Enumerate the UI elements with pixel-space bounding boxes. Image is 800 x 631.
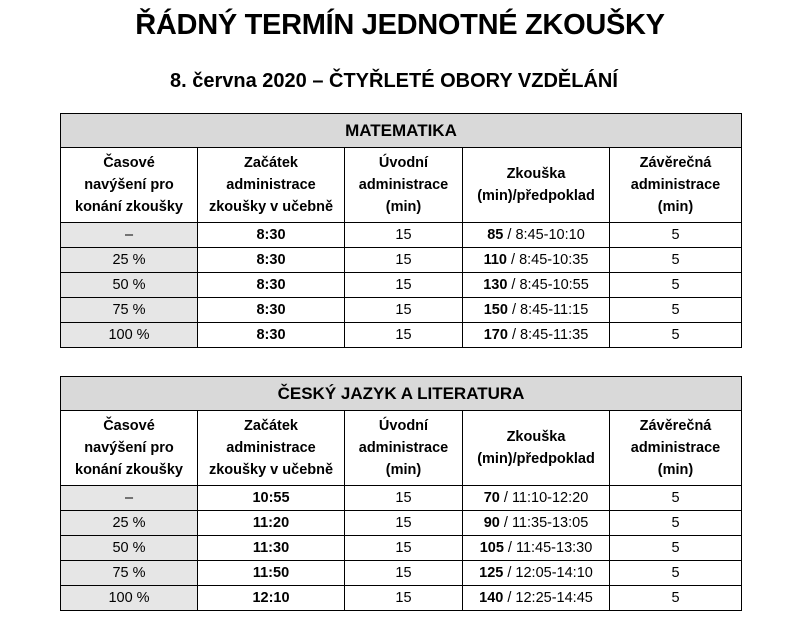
time-increase-cell: – (61, 223, 198, 248)
header-line: konání zkoušky (75, 199, 183, 215)
time-increase-cell: – (61, 486, 198, 511)
time-increase-cell: 100 % (61, 586, 198, 611)
table-row (61, 486, 742, 511)
exam-duration-cell (463, 586, 610, 611)
exam-duration-cell (463, 248, 610, 273)
admin-start-cell: 8:30 (198, 298, 345, 323)
exam-minutes: 70 (483, 490, 500, 506)
time-increase-cell: 50 % (61, 536, 198, 561)
exam-duration-cell (463, 298, 610, 323)
col-time-increase-header (61, 148, 198, 223)
time-increase-cell: 25 % (61, 248, 198, 273)
admin-start-cell: 10:55 (198, 486, 345, 511)
exam-duration-cell (463, 536, 610, 561)
admin-start-cell: 8:30 (198, 273, 345, 298)
final-admin-cell: 5 (610, 486, 742, 511)
exam-time-range: / 8:45-11:35 (507, 327, 589, 343)
table-row (61, 561, 742, 586)
exam-duration-cell (463, 273, 610, 298)
header-line: Začátek (243, 418, 298, 434)
final-admin-cell: 5 (610, 586, 742, 611)
header-line: konání zkoušky (75, 462, 183, 478)
table-row (61, 536, 742, 561)
exam-duration-cell (463, 511, 610, 536)
table-row (61, 511, 742, 536)
admin-start-cell: 11:20 (198, 511, 345, 536)
intro-admin-cell: 15 (345, 536, 463, 561)
header-line: navýšení pro (84, 440, 174, 456)
col-intro-admin-header (345, 411, 463, 486)
final-admin-cell: 5 (610, 223, 742, 248)
exam-minutes: 90 (483, 515, 500, 531)
col-exam-duration-header (463, 411, 610, 486)
final-admin-cell: 5 (610, 536, 742, 561)
intro-admin-cell: 15 (345, 586, 463, 611)
col-final-admin-header (610, 148, 742, 223)
exam-time-range: / 8:45-10:35 (506, 252, 589, 268)
exam-minutes: 140 (479, 590, 504, 606)
time-increase-cell: 75 % (61, 298, 198, 323)
final-admin-cell: 5 (610, 561, 742, 586)
final-admin-cell: 5 (610, 248, 742, 273)
header-line: administrace (358, 440, 449, 456)
table-subject-title: MATEMATIKA (61, 114, 742, 148)
table-subject-title: ČESKÝ JAZYK A LITERATURA (61, 377, 742, 411)
col-time-increase-header (61, 411, 198, 486)
header-line: zkoušky v učebně (208, 462, 334, 478)
table-row (61, 248, 742, 273)
header-line: (min) (385, 199, 422, 215)
admin-start-cell: 8:30 (198, 248, 345, 273)
table-header-row (61, 148, 742, 223)
col-admin-start-header (198, 148, 345, 223)
header-line: Začátek (243, 155, 298, 171)
header-line: (min) (385, 462, 422, 478)
header-line: administrace (226, 440, 316, 456)
header-line: (min)/předpoklad (477, 451, 595, 467)
col-intro-admin-header (345, 148, 463, 223)
czech-schedule-table (60, 376, 742, 611)
exam-minutes: 85 (487, 227, 504, 243)
header-line: Úvodní (378, 155, 429, 171)
intro-admin-cell: 15 (345, 248, 463, 273)
header-line: Časové (103, 155, 155, 171)
exam-minutes: 150 (483, 302, 508, 318)
table-header-row (61, 411, 742, 486)
exam-minutes: 110 (483, 252, 507, 268)
header-line: navýšení pro (84, 177, 174, 193)
header-line: Zkouška (506, 166, 566, 182)
intro-admin-cell: 15 (345, 298, 463, 323)
exam-duration-cell (463, 323, 610, 348)
intro-admin-cell: 15 (345, 273, 463, 298)
final-admin-cell: 5 (610, 298, 742, 323)
header-line: administrace (630, 177, 721, 193)
time-increase-cell: 25 % (61, 511, 198, 536)
exam-time-range: / 12:25-14:45 (503, 590, 593, 606)
final-admin-cell: 5 (610, 511, 742, 536)
intro-admin-cell: 15 (345, 511, 463, 536)
exam-duration-cell (463, 561, 610, 586)
admin-start-cell: 12:10 (198, 586, 345, 611)
exam-time-range: / 8:45-11:15 (507, 302, 589, 318)
exam-minutes: 130 (483, 277, 508, 293)
col-exam-duration-header (463, 148, 610, 223)
page-title: ŘÁDNÝ TERMÍN JEDNOTNÉ ZKOUŠKY (135, 9, 665, 41)
final-admin-cell: 5 (610, 273, 742, 298)
time-increase-cell: 50 % (61, 273, 198, 298)
header-line: zkoušky v učebně (208, 199, 334, 215)
table-row (61, 223, 742, 248)
intro-admin-cell: 15 (345, 323, 463, 348)
exam-minutes: 170 (483, 327, 508, 343)
header-line: (min) (657, 199, 694, 215)
intro-admin-cell: 15 (345, 486, 463, 511)
exam-duration-cell (463, 486, 610, 511)
exam-minutes: 105 (479, 540, 504, 556)
header-line: administrace (226, 177, 316, 193)
math-schedule-table (60, 113, 742, 348)
intro-admin-cell: 15 (345, 561, 463, 586)
admin-start-cell: 8:30 (198, 223, 345, 248)
header-line: Úvodní (378, 418, 429, 434)
header-line: administrace (630, 440, 721, 456)
exam-time-range: / 12:05-14:10 (503, 565, 593, 581)
col-admin-start-header (198, 411, 345, 486)
table-row (61, 298, 742, 323)
header-line: Závěrečná (639, 155, 712, 171)
table-row (61, 273, 742, 298)
header-line: administrace (358, 177, 449, 193)
admin-start-cell: 11:50 (198, 561, 345, 586)
admin-start-cell: 11:30 (198, 536, 345, 561)
exam-minutes: 125 (479, 565, 504, 581)
header-line: (min) (657, 462, 694, 478)
header-line: (min)/předpoklad (477, 188, 595, 204)
exam-time-range: / 11:10-12:20 (499, 490, 589, 506)
exam-time-range: / 8:45-10:10 (503, 227, 585, 243)
header-line: Časové (103, 418, 155, 434)
header-line: Zkouška (506, 429, 566, 445)
table-row (61, 586, 742, 611)
page-subtitle: 8. června 2020 – ČTYŘLETÉ OBORY VZDĚLÁNÍ (170, 70, 618, 92)
admin-start-cell: 8:30 (198, 323, 345, 348)
exam-duration-cell (463, 223, 610, 248)
time-increase-cell: 100 % (61, 323, 198, 348)
exam-time-range: / 11:35-13:05 (499, 515, 589, 531)
table-row (61, 323, 742, 348)
col-final-admin-header (610, 411, 742, 486)
intro-admin-cell: 15 (345, 223, 463, 248)
exam-time-range: / 11:45-13:30 (503, 540, 593, 556)
header-line: Závěrečná (639, 418, 712, 434)
final-admin-cell: 5 (610, 323, 742, 348)
exam-time-range: / 8:45-10:55 (507, 277, 589, 293)
time-increase-cell: 75 % (61, 561, 198, 586)
